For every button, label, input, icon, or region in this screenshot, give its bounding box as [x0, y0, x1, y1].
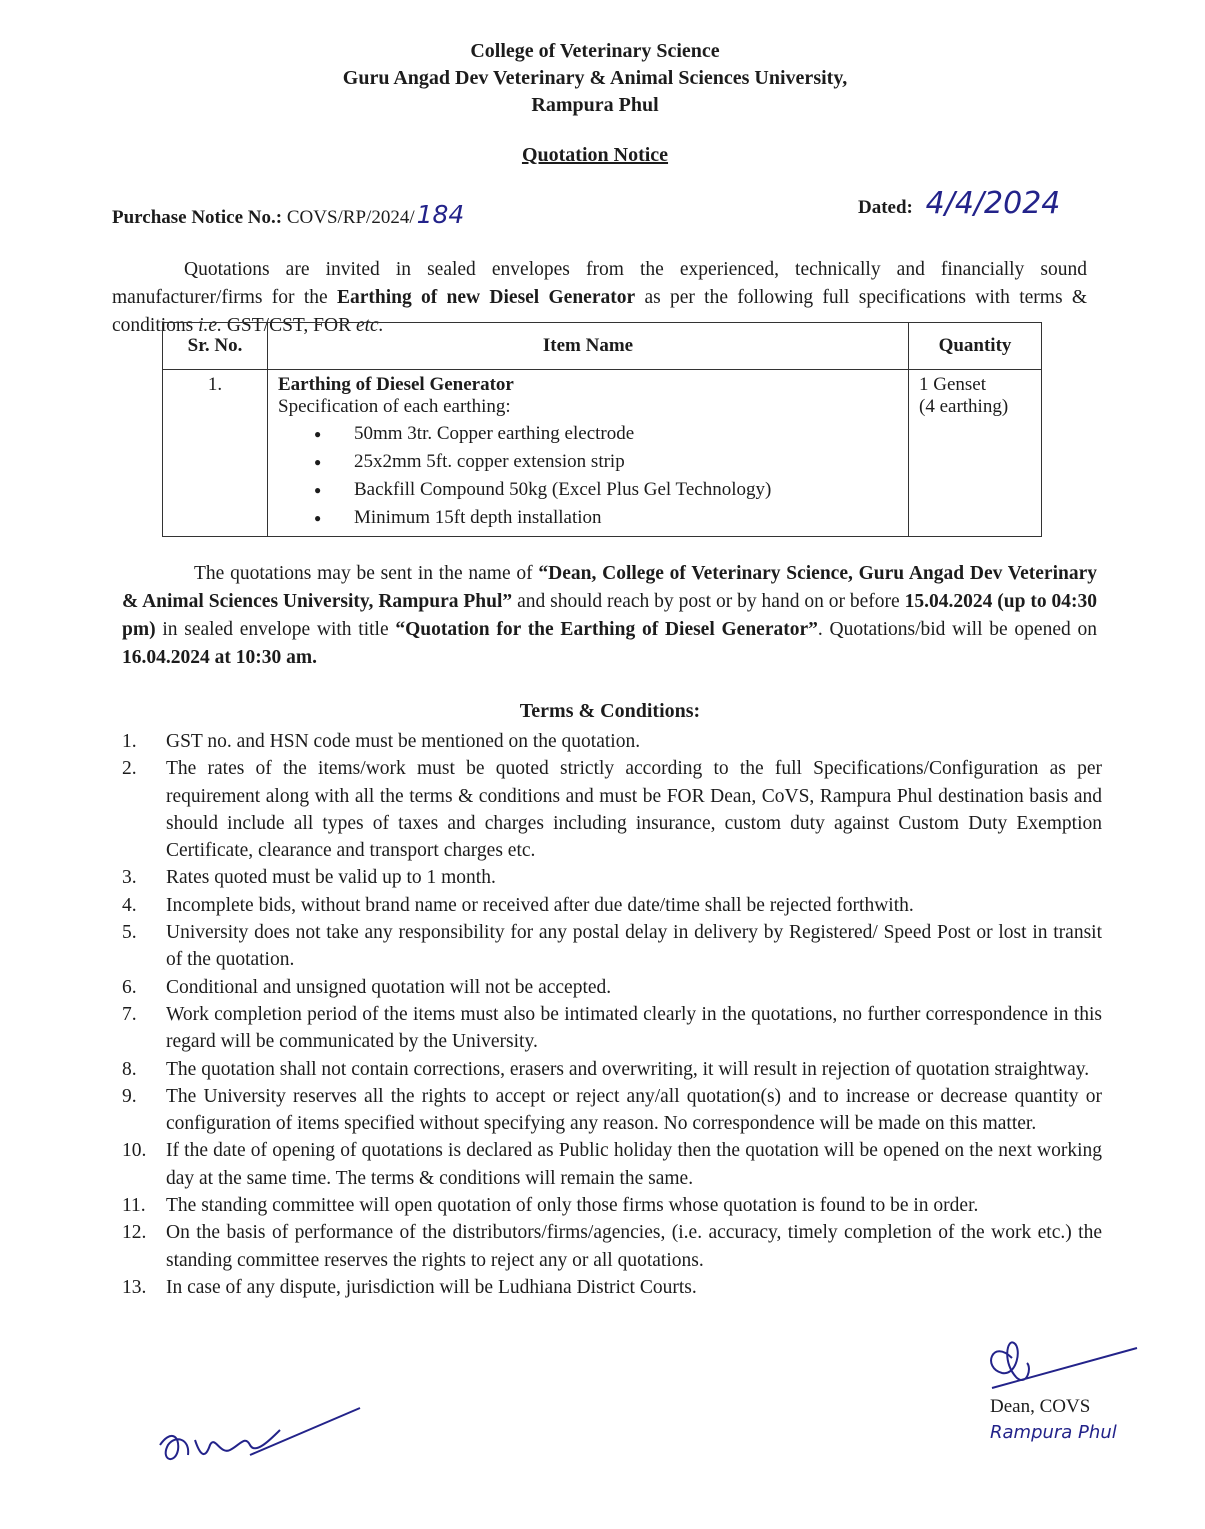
- spec-text: Minimum 15ft depth installation: [354, 507, 602, 528]
- term-text: Incomplete bids, without brand name or received after due date/time shall be rejected forthwith.: [166, 894, 914, 916]
- table-header-row: [163, 323, 1042, 370]
- intro-text: as per the following full specifications with terms & conditions: [112, 287, 1088, 336]
- term-number: 12.: [122, 1222, 147, 1244]
- term-text: The standing committee will open quotation of only those firms whose quotation is found to be in order.: [166, 1195, 979, 1217]
- submission-text: The quotations may be sent in the name of: [194, 563, 539, 584]
- column-header-item-name: Item Name: [268, 323, 909, 370]
- list-item: [122, 892, 1102, 919]
- dean-signature: [972, 1328, 1142, 1398]
- spec-text: 25x2mm 5ft. copper extension strip: [354, 451, 625, 472]
- bullet-icon: ●: [314, 483, 322, 497]
- intro-text: Quotations are invited in sealed envelopes from the experienced, technically and financially sound manufacturer/firms for the: [112, 259, 1087, 308]
- signatory-block: [990, 1394, 1117, 1446]
- purchase-notice-label: Purchase Notice No.:: [112, 207, 283, 228]
- term-text: The rates of the items/work must be quoted strictly according to the full Specifications/Configuration as per requirement along with all the terms & conditions and must be FOR Dean, CoVS, Rampura Phul destination basis and should include all types of taxes and charges including insurance, custom duty against Custom Duty Exemption Certificate, clearance and transport charges etc.: [166, 758, 1102, 862]
- term-text: On the basis of performance of the distributors/firms/agencies, (i.e. accuracy, timely completion of the work etc.) the standing committee reserves the rights to reject any or all quotations.: [166, 1222, 1102, 1271]
- term-text: If the date of opening of quotations is declared as Public holiday then the quotation will be opened on the next working day at the same time. The terms & conditions will remain the same.: [166, 1140, 1102, 1189]
- items-table: [162, 322, 1042, 537]
- term-text: Rates quoted must be valid up to 1 month.: [166, 867, 496, 889]
- term-text: Conditional and unsigned quotation will not be accepted.: [166, 976, 612, 998]
- submission-addressee: “Dean, College of Veterinary Science, Guru Angad Dev Veterinary & Animal Sciences University, Rampura Phul”: [122, 563, 1097, 612]
- purchase-notice-prefix: COVS/RP/2024/: [286, 207, 415, 228]
- purchase-notice-handwritten-number: 184: [416, 200, 465, 229]
- term-number: 9.: [122, 1085, 137, 1107]
- quantity-note: (4 earthing): [919, 396, 1009, 417]
- list-item: [314, 476, 898, 504]
- intro-italic: etc.: [355, 315, 384, 336]
- submission-text: . Quotations/bid will be opened on: [817, 619, 1097, 640]
- intro-italic: i.e.: [198, 315, 222, 336]
- intro-text: GST/CST, FOR: [221, 315, 356, 336]
- list-item: [314, 448, 898, 476]
- list-item: [122, 1137, 1102, 1192]
- campus-location: Rampura Phul: [531, 94, 659, 116]
- list-item: [122, 864, 1102, 891]
- bullet-icon: ●: [314, 455, 322, 469]
- envelope-title: “Quotation for the Earthing of Diesel Generator”: [395, 619, 818, 640]
- list-item: [122, 974, 1102, 1001]
- list-item: [122, 919, 1102, 974]
- letterhead: [300, 38, 890, 119]
- list-item: [122, 755, 1102, 864]
- dated-handwritten-value: 4/4/2024: [925, 186, 1061, 221]
- spec-text: Backfill Compound 50kg (Excel Plus Gel Technology): [354, 479, 772, 500]
- spec-label: Specification of each earthing:: [278, 396, 511, 417]
- cell-sr-no: 1.: [163, 370, 268, 537]
- spec-text: 50mm 3tr. Copper earthing electrode: [354, 423, 635, 444]
- list-item: [122, 1219, 1102, 1274]
- term-number: 2.: [122, 758, 137, 780]
- terms-heading: Terms & Conditions:: [519, 700, 701, 722]
- submission-text: and should reach by post or by hand on or before: [512, 591, 905, 612]
- term-text: Work completion period of the items must also be intimated clearly in the quotations, no further correspondence in this regard will be communicated by the University.: [166, 1003, 1102, 1053]
- signatory-place-handwritten: Rampura Phul: [990, 1422, 1117, 1443]
- term-number: 6.: [122, 976, 137, 998]
- college-name: College of Veterinary Science: [470, 40, 720, 62]
- list-item: [122, 1001, 1102, 1056]
- term-text: In case of any dispute, jurisdiction will be Ludhiana District Courts.: [166, 1276, 697, 1298]
- column-header-quantity: Quantity: [909, 323, 1042, 370]
- opening-date: 16.04.2024 at 10:30 am.: [122, 647, 317, 668]
- spec-list: [278, 420, 898, 532]
- submission-paragraph: [122, 560, 1097, 672]
- purchase-notice-number: [112, 200, 464, 229]
- quantity-value: 1 Genset: [919, 374, 987, 395]
- bullet-icon: ●: [314, 511, 322, 525]
- list-item: [122, 728, 1102, 755]
- list-item: [122, 1192, 1102, 1219]
- term-number: 5.: [122, 922, 137, 944]
- page-title: Quotation Notice: [521, 144, 669, 166]
- term-number: 7.: [122, 1003, 137, 1025]
- term-number: 1.: [122, 731, 137, 752]
- term-number: 10.: [122, 1140, 147, 1162]
- list-item: [122, 1274, 1102, 1301]
- submission-text: in sealed envelope with title: [155, 619, 396, 640]
- term-number: 8.: [122, 1058, 137, 1080]
- notice-date: [858, 186, 1060, 221]
- term-text: GST no. and HSN code must be mentioned on the quotation.: [166, 731, 641, 752]
- item-name: Earthing of Diesel Generator: [278, 374, 514, 395]
- signatory-title: Dean, COVS: [990, 1396, 1091, 1417]
- term-number: 13.: [122, 1276, 147, 1298]
- column-header-sr-no: Sr. No.: [163, 323, 268, 370]
- table-row: [163, 370, 1042, 537]
- dated-label: Dated:: [858, 197, 913, 218]
- term-number: 3.: [122, 867, 137, 889]
- list-item: [122, 1056, 1102, 1083]
- list-item: [122, 1083, 1102, 1138]
- terms-list: [122, 728, 1102, 1301]
- cell-item: [268, 370, 909, 537]
- bullet-icon: ●: [314, 427, 322, 441]
- list-item: [314, 504, 898, 532]
- cell-quantity: [909, 370, 1042, 537]
- university-name: Guru Angad Dev Veterinary & Animal Sciences University,: [342, 67, 848, 89]
- term-text: University does not take any responsibility for any postal delay in delivery by Registered/ Speed Post or lost in transit of the quotation.: [166, 922, 1102, 971]
- term-text: The University reserves all the rights to accept or reject any/all quotation(s) and to increase or decrease quantity or configuration of items specified without specifying any reason. No correspondence will be made on this matter.: [166, 1085, 1102, 1135]
- term-number: 4.: [122, 894, 137, 916]
- submission-deadline: 15.04.2024 (up to 04:30 pm): [122, 591, 1097, 640]
- term-text: The quotation shall not contain corrections, erasers and overwriting, it will result in rejection of quotation straightway.: [166, 1058, 1090, 1080]
- term-number: 11.: [122, 1195, 146, 1217]
- list-item: [314, 420, 898, 448]
- initial-signature: [150, 1400, 370, 1480]
- intro-bold-subject: Earthing of new Diesel Generator: [336, 287, 636, 308]
